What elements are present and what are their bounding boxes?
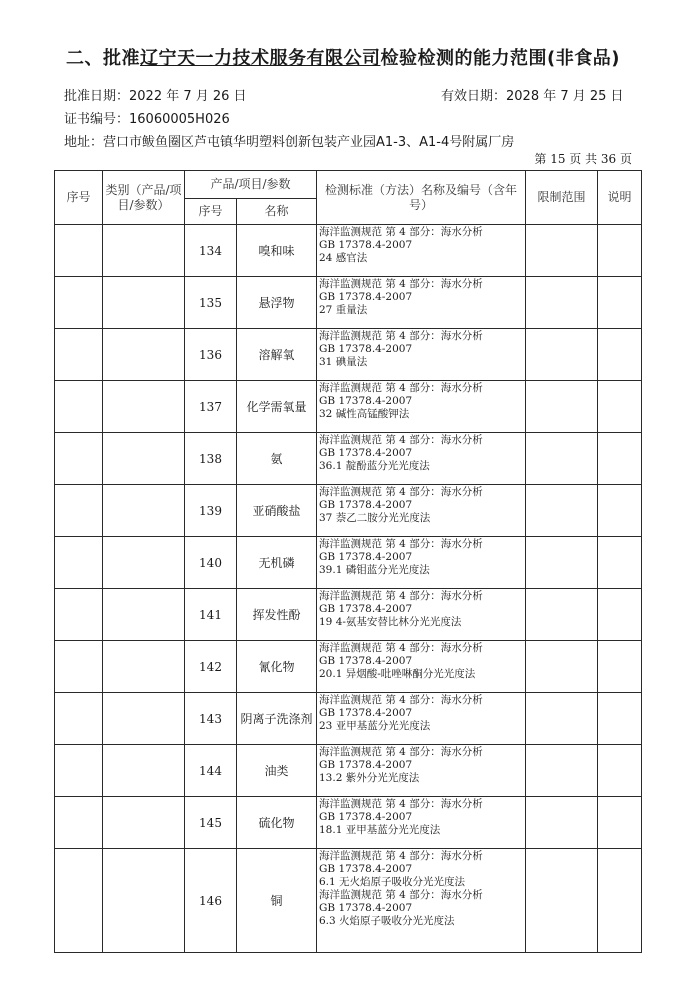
standard-line: 32 碱性高锰酸钾法 [319, 408, 410, 420]
standard-line: 海洋监测规范 第 4 部分：海水分析 [319, 694, 483, 706]
cell-seq [55, 537, 103, 589]
header-product-group: 产品/项目/参数 [185, 171, 317, 199]
cell-category [103, 849, 185, 953]
cell-category [103, 381, 185, 433]
address: 地址：营口市鲅鱼圈区芦屯镇华明塑料创新包装产业园A1-3、A1-4号附属厂房 [64, 135, 515, 150]
cell-note [598, 693, 642, 745]
header-note: 说明 [598, 171, 642, 225]
cell-item-no: 135 [185, 277, 237, 329]
cell-category [103, 589, 185, 641]
cell-standard [317, 537, 526, 589]
table-row [55, 849, 642, 953]
standard-line: 37 萘乙二胺分光光度法 [319, 512, 431, 524]
cell-item-name: 氨 [237, 433, 317, 485]
cell-category [103, 485, 185, 537]
cell-note [598, 589, 642, 641]
standard-line: GB 17378.4-2007 [319, 447, 413, 459]
cell-item-no: 145 [185, 797, 237, 849]
cell-seq [55, 589, 103, 641]
cell-standard [317, 797, 526, 849]
table-row [55, 693, 642, 745]
cell-limit [526, 693, 598, 745]
cell-seq [55, 485, 103, 537]
cell-seq [55, 797, 103, 849]
cell-category [103, 693, 185, 745]
cell-standard [317, 485, 526, 537]
table-row [55, 589, 642, 641]
cell-note [598, 537, 642, 589]
standard-line: GB 17378.4-2007 [319, 551, 413, 563]
cell-note [598, 849, 642, 953]
cell-limit [526, 797, 598, 849]
cell-standard [317, 745, 526, 797]
cell-category [103, 433, 185, 485]
standard-line: 海洋监测规范 第 4 部分：海水分析 [319, 382, 483, 394]
cell-category [103, 641, 185, 693]
cell-note [598, 225, 642, 277]
standard-line: GB 17378.4-2007 [319, 902, 413, 914]
header-limit: 限制范围 [526, 171, 598, 225]
cell-category [103, 225, 185, 277]
cell-item-name: 铜 [237, 849, 317, 953]
cell-note [598, 485, 642, 537]
standard-line: GB 17378.4-2007 [319, 811, 413, 823]
cell-standard [317, 225, 526, 277]
header-standard: 检测标准（方法）名称及编号（含年号） [317, 171, 526, 225]
standard-line: 海洋监测规范 第 4 部分：海水分析 [319, 434, 483, 446]
cell-seq [55, 641, 103, 693]
cell-standard [317, 381, 526, 433]
cell-limit [526, 485, 598, 537]
standard-line: 23 亚甲基蓝分光光度法 [319, 720, 431, 732]
standard-line: 19 4-氨基安替比林分光光度法 [319, 616, 462, 628]
standard-line: 18.1 亚甲基蓝分光光度法 [319, 824, 441, 836]
title-prefix: 二、批准 [66, 48, 140, 69]
header-category: 类别（产品/项目/参数） [103, 171, 185, 225]
cell-standard [317, 277, 526, 329]
cell-item-name: 无机磷 [237, 537, 317, 589]
approval-date: 批准日期：2022 年 7 月 26 日 [64, 89, 247, 104]
cell-item-no: 138 [185, 433, 237, 485]
cell-seq [55, 745, 103, 797]
standard-line: 海洋监测规范 第 4 部分：海水分析 [319, 850, 483, 862]
header-sub-name: 名称 [237, 199, 317, 225]
cell-limit [526, 745, 598, 797]
cell-item-name: 油类 [237, 745, 317, 797]
table-row [55, 329, 642, 381]
table-row [55, 433, 642, 485]
cell-standard [317, 329, 526, 381]
cell-item-name: 嗅和味 [237, 225, 317, 277]
cell-note [598, 277, 642, 329]
cell-seq [55, 329, 103, 381]
cell-category [103, 277, 185, 329]
cell-category [103, 797, 185, 849]
cell-item-name: 氰化物 [237, 641, 317, 693]
cell-item-no: 140 [185, 537, 237, 589]
cell-item-name: 悬浮物 [237, 277, 317, 329]
standard-line: 27 重量法 [319, 304, 368, 316]
cell-limit [526, 589, 598, 641]
standard-line: GB 17378.4-2007 [319, 603, 413, 615]
header-seq: 序号 [55, 171, 103, 225]
cell-seq [55, 433, 103, 485]
standard-line: GB 17378.4-2007 [319, 395, 413, 407]
title-organization: 辽宁天一力技术服务有限公司 [140, 48, 381, 69]
cell-standard [317, 641, 526, 693]
cell-limit [526, 849, 598, 953]
table-body [55, 225, 642, 953]
cell-limit [526, 329, 598, 381]
standard-line: 36.1 靛酚蓝分光光度法 [319, 460, 430, 472]
cell-seq [55, 849, 103, 953]
standard-line: GB 17378.4-2007 [319, 499, 413, 511]
standard-line: 13.2 紫外分光光度法 [319, 772, 420, 784]
cell-seq [55, 225, 103, 277]
cell-standard [317, 589, 526, 641]
standard-line: GB 17378.4-2007 [319, 863, 413, 875]
cell-standard [317, 433, 526, 485]
standard-line: 31 碘量法 [319, 356, 368, 368]
cell-note [598, 745, 642, 797]
cell-item-name: 化学需氧量 [237, 381, 317, 433]
standard-line: GB 17378.4-2007 [319, 759, 413, 771]
cell-item-name: 挥发性酚 [237, 589, 317, 641]
cell-limit [526, 641, 598, 693]
cell-limit [526, 277, 598, 329]
table-row [55, 225, 642, 277]
table-row [55, 277, 642, 329]
certificate-number: 证书编号：16060005H026 [64, 112, 230, 127]
cell-item-no: 142 [185, 641, 237, 693]
cell-note [598, 797, 642, 849]
cell-standard [317, 693, 526, 745]
cell-item-no: 136 [185, 329, 237, 381]
cell-category [103, 745, 185, 797]
standard-line: 海洋监测规范 第 4 部分：海水分析 [319, 226, 483, 238]
standard-line: 海洋监测规范 第 4 部分：海水分析 [319, 278, 483, 290]
cell-item-no: 144 [185, 745, 237, 797]
cell-note [598, 433, 642, 485]
standard-line: 39.1 磷钼蓝分光光度法 [319, 564, 430, 576]
standard-line: 6.3 火焰原子吸收分光光度法 [319, 915, 455, 927]
cell-seq [55, 381, 103, 433]
standard-line: 海洋监测规范 第 4 部分：海水分析 [319, 889, 483, 901]
cell-item-name: 亚硝酸盐 [237, 485, 317, 537]
cell-limit [526, 433, 598, 485]
cell-note [598, 381, 642, 433]
standard-line: 海洋监测规范 第 4 部分：海水分析 [319, 642, 483, 654]
cell-item-no: 141 [185, 589, 237, 641]
table-row [55, 537, 642, 589]
standard-line: GB 17378.4-2007 [319, 707, 413, 719]
standard-line: GB 17378.4-2007 [319, 655, 413, 667]
cell-item-no: 146 [185, 849, 237, 953]
cell-item-name: 硫化物 [237, 797, 317, 849]
cell-item-no: 137 [185, 381, 237, 433]
standard-line: GB 17378.4-2007 [319, 291, 413, 303]
standard-line: GB 17378.4-2007 [319, 343, 413, 355]
table-row [55, 485, 642, 537]
cell-note [598, 641, 642, 693]
table-row [55, 745, 642, 797]
scope-table [54, 170, 642, 953]
standard-line: 24 感官法 [319, 252, 368, 264]
cell-category [103, 537, 185, 589]
valid-date: 有效日期：2028 年 7 月 25 日 [441, 89, 624, 104]
standard-line: 海洋监测规范 第 4 部分：海水分析 [319, 486, 483, 498]
page-title [66, 44, 620, 70]
standard-line: 20.1 异烟酸-吡唑啉酮分光光度法 [319, 668, 476, 680]
standard-line: 海洋监测规范 第 4 部分：海水分析 [319, 538, 483, 550]
cell-seq [55, 277, 103, 329]
table-row [55, 797, 642, 849]
standard-line: 海洋监测规范 第 4 部分：海水分析 [319, 590, 483, 602]
cell-item-no: 143 [185, 693, 237, 745]
page-number: 第 15 页 共 36 页 [534, 152, 632, 166]
standard-line: 海洋监测规范 第 4 部分：海水分析 [319, 798, 483, 810]
cell-item-no: 139 [185, 485, 237, 537]
standard-line: GB 17378.4-2007 [319, 239, 413, 251]
cell-category [103, 329, 185, 381]
cell-limit [526, 381, 598, 433]
cell-limit [526, 537, 598, 589]
cell-item-name: 溶解氧 [237, 329, 317, 381]
title-suffix: 检验检测的能力范围(非食品) [380, 48, 620, 69]
cell-seq [55, 693, 103, 745]
table-row [55, 381, 642, 433]
standard-line: 海洋监测规范 第 4 部分：海水分析 [319, 330, 483, 342]
header-sub-seq: 序号 [185, 199, 237, 225]
standard-line: 海洋监测规范 第 4 部分：海水分析 [319, 746, 483, 758]
standard-line: 6.1 无火焰原子吸收分光光度法 [319, 876, 466, 888]
cell-note [598, 329, 642, 381]
table-row [55, 641, 642, 693]
cell-limit [526, 225, 598, 277]
cell-item-name: 阴离子洗涤剂 [237, 693, 317, 745]
cell-standard [317, 849, 526, 953]
cell-item-no: 134 [185, 225, 237, 277]
